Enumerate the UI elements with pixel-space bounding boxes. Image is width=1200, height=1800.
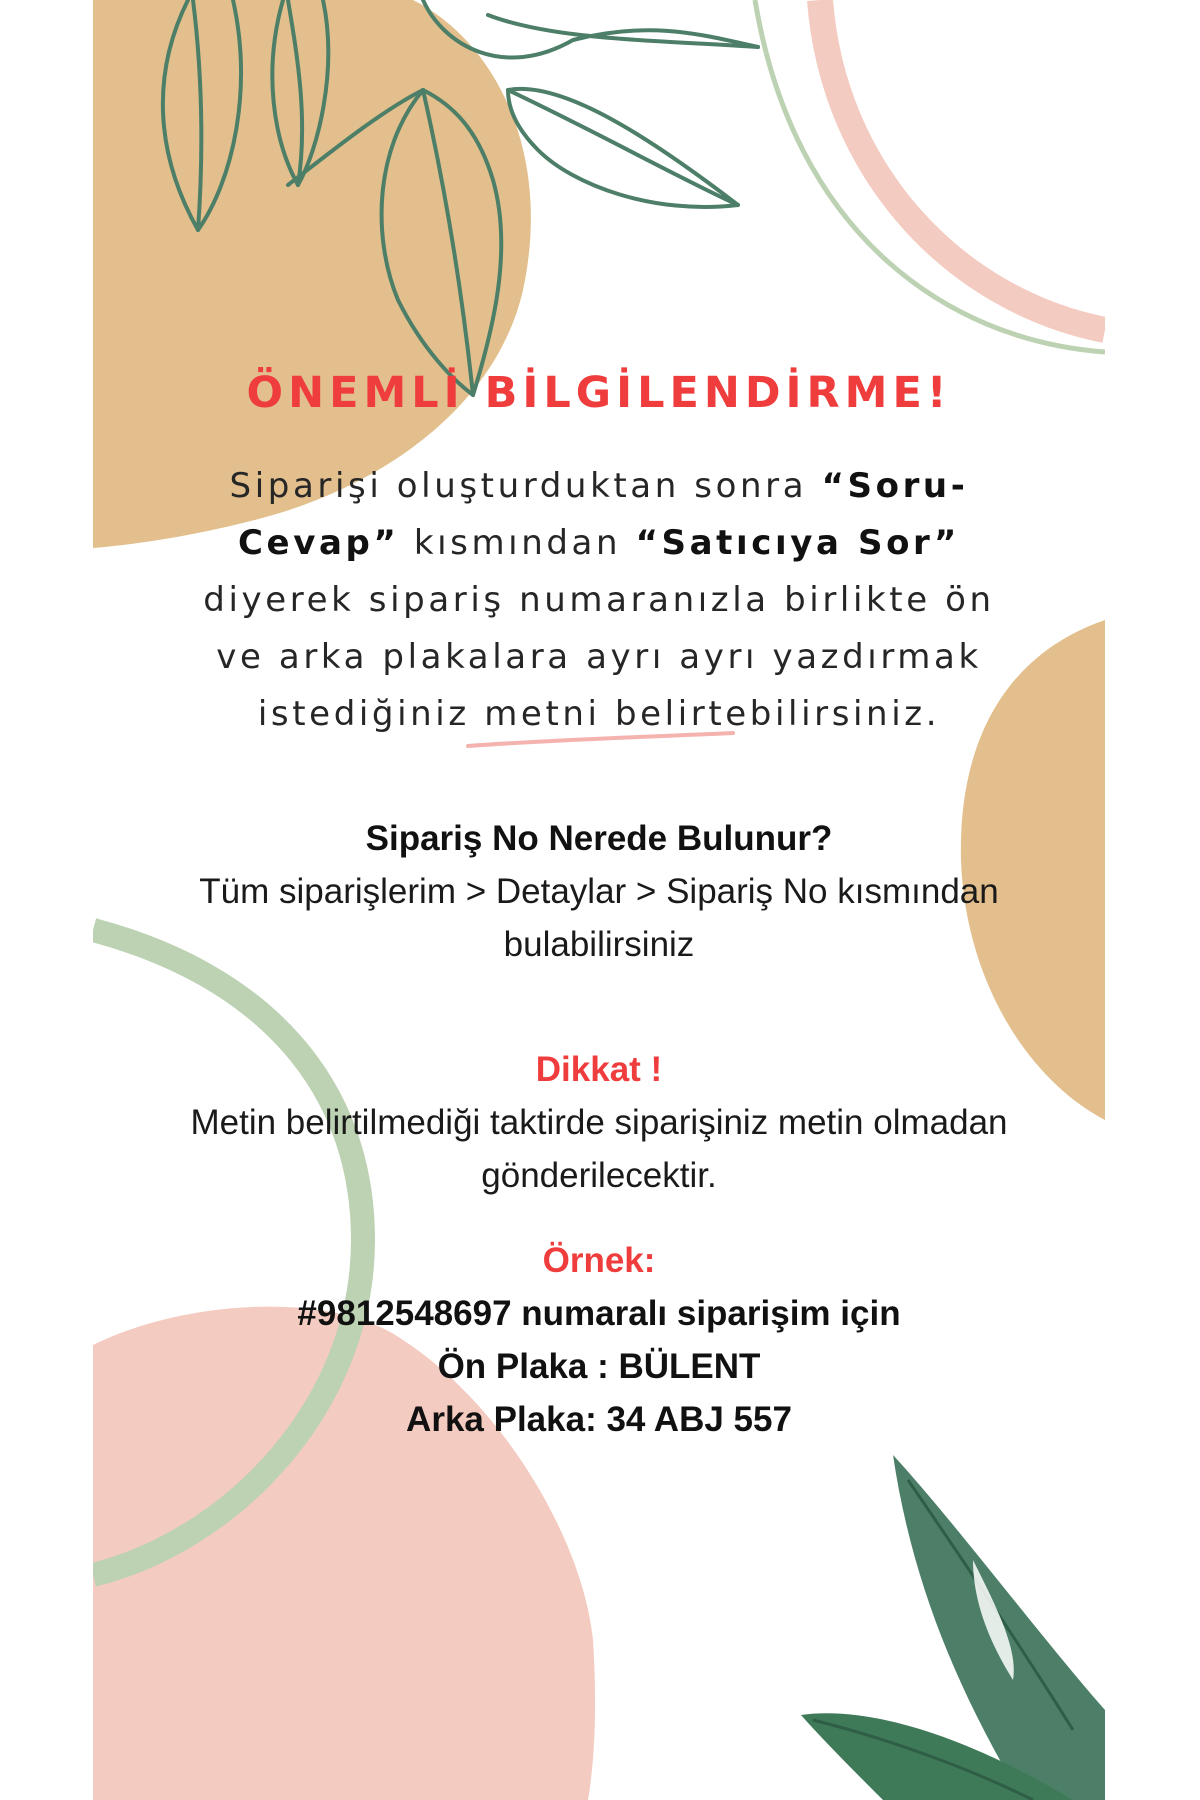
example-heading: Örnek:	[542, 1241, 656, 1280]
intro-text-1: Siparişi oluşturduktan sonra	[229, 466, 822, 506]
intro-bold-saticiya-sor: “Satıcıya Sor”	[635, 523, 960, 563]
intro-bold-soru-cevap: “Soru-Cevap”	[238, 466, 969, 563]
info-card	[93, 0, 1105, 1800]
intro-text-2: kısmından	[399, 523, 636, 563]
example-section	[123, 1234, 1075, 1446]
example-front-plate: Ön Plaka : BÜLENT	[437, 1347, 761, 1386]
warning-section	[123, 1043, 1075, 1202]
order-no-section	[123, 812, 1075, 971]
content	[93, 0, 1105, 1800]
page-title: ÖNEMLİ BİLGİLENDİRME!	[246, 368, 952, 418]
order-no-heading: Sipariş No Nerede Bulunur?	[365, 819, 833, 858]
example-order-line: #9812548697 numaralı siparişim için	[297, 1294, 901, 1333]
intro-paragraph	[183, 458, 1015, 743]
example-back-plate: Arka Plaka: 34 ABJ 557	[406, 1400, 792, 1439]
warning-text: Metin belirtilmediği taktirde siparişiniz metin olmadan gönderilecektir.	[190, 1103, 1008, 1195]
warning-heading: Dikkat !	[535, 1050, 663, 1089]
order-no-text: Tüm siparişlerim > Detaylar > Sipariş No kısmından bulabilirsiniz	[199, 872, 999, 964]
intro-text-3: diyerek sipariş numaranızla birlikte ön ve arka plakalara ayrı ayrı yazdırmak istediğiniz metni belirtebilirsiniz.	[203, 580, 995, 734]
